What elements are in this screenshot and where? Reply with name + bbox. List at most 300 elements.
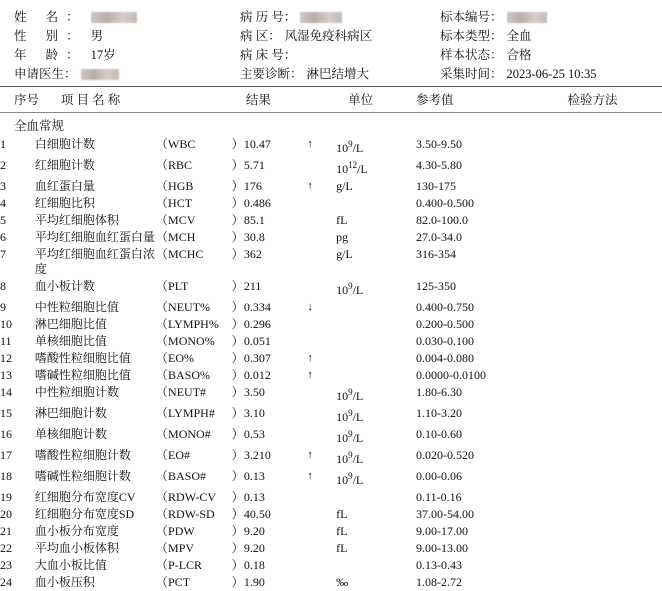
cell-item-name: 白细胞计数 [34,137,95,151]
cell-flag: ↑ [307,369,313,381]
cell-flag [307,506,336,523]
cell-paren-close: ） [231,300,244,314]
cell-paren-close: ） [231,541,244,555]
cell-result: 3.50 [243,385,265,399]
cell-paren-close: ） [231,368,244,382]
header-row-1 [14,8,648,27]
cell-paren-close: ） [231,490,244,504]
cell-flag [307,540,336,557]
sample-status-value: 合格 [506,48,532,62]
cell-unit: fL [336,507,348,521]
cell-method [559,506,662,523]
cell-abbr: BASO# [168,469,207,483]
cell-reference: 0.400-0.750 [416,300,475,314]
cell-paren-open: （ [155,230,168,244]
cell-reference: 9.00-17.00 [416,524,469,538]
col-header-unit: 单位 [348,93,374,107]
cell-item-name: 平均血小板体积 [34,541,119,555]
cell-unit: ‰ [336,575,349,589]
cell-flag [307,229,336,246]
cell-unit [336,489,416,506]
cell-method [559,468,662,489]
cell-paren-close: ） [231,575,244,589]
cell-flag [307,157,336,178]
cell-result: 0.18 [243,558,265,572]
cell-result: 176 [243,179,262,193]
requesting-doctor-label: 申请医生： [14,67,77,81]
cell-abbr: MCH [168,230,196,244]
cell-no: 18 [0,469,12,483]
results-table [0,87,662,112]
cell-item-name: 淋巴细胞比值 [34,317,107,331]
cell-abbr: MONO# [168,427,211,441]
cell-paren-open: （ [155,469,168,483]
cell-abbr: P-LCR [168,558,203,572]
cell-paren-close: ） [231,427,244,441]
cell-method [559,157,662,178]
cell-no: 12 [0,351,12,365]
cell-unit: $10^9/L$ [336,429,364,445]
cell-no: 11 [0,334,12,348]
cell-no: 24 [0,575,12,589]
cell-result: 40.50 [243,507,271,521]
cell-abbr: HCT [168,196,193,210]
col-header-ref: 参考值 [416,93,454,107]
cell-flag [307,384,336,405]
table-row [0,468,662,489]
cell-result: 0.53 [243,427,265,441]
cell-paren-open: （ [155,334,168,348]
cell-abbr: NEUT# [168,385,207,399]
cell-result: 30.8 [243,230,265,244]
table-header-row [0,87,662,112]
collection-time-value: 2023-06-25 10:35 [506,67,597,81]
cell-paren-close: ） [231,406,244,420]
cell-flag [307,212,336,229]
cell-paren-close: ） [231,247,244,261]
cell-paren-close: ） [231,137,244,151]
redacted-block [300,12,342,23]
cell-item-name: 单核细胞计数 [34,427,107,441]
table-row [0,523,662,540]
cell-method [559,523,662,540]
collection-time-field [440,65,648,84]
cell-paren-close: ） [231,279,244,293]
cell-no: 10 [0,317,12,331]
cell-paren-open: （ [155,541,168,555]
cell-result: 0.051 [243,334,271,348]
cell-paren-open: （ [155,351,168,365]
cell-abbr: RDW-SD [168,507,215,521]
cell-unit: g/L [336,247,353,261]
cell-method [559,195,662,212]
cell-reference: 1.80-6.30 [416,385,463,399]
cell-result: 5.71 [243,158,265,172]
cell-flag [307,523,336,540]
cell-result: 0.13 [243,469,265,483]
cell-method [559,426,662,447]
cell-flag [307,333,336,350]
cell-unit: g/L [336,179,353,193]
table-row [0,333,662,350]
cell-reference: 316-354 [416,247,457,261]
cell-reference: 0.004-0.080 [416,351,475,365]
cell-item-name: 单核细胞比值 [34,334,107,348]
cell-no: 21 [0,524,12,538]
col-header-result: 结果 [245,93,271,107]
cell-item-name: 红细胞分布宽度SD [34,507,135,521]
cell-paren-open: （ [155,558,168,572]
cell-paren-close: ） [231,230,244,244]
cell-abbr: MONO% [168,334,215,348]
ward-field [240,27,440,46]
cell-paren-open: （ [155,158,168,172]
cell-item-name: 平均红细胞血红蛋白量 [34,230,155,244]
cell-reference: 130-175 [416,179,457,193]
cell-no: 7 [0,247,6,261]
requesting-doctor-value [81,65,119,84]
diagnosis-label: 主要诊断： [240,67,303,81]
cell-method [559,574,662,591]
cell-flag [307,489,336,506]
cell-method [559,557,662,574]
cell-abbr: EO# [168,448,191,462]
cell-unit [336,333,416,350]
table-row [0,136,662,157]
cell-result: 3.10 [243,406,265,420]
cell-unit [336,299,416,316]
specimen-type-label: 标本类型： [440,29,503,43]
cell-abbr: PDW [168,524,195,538]
cell-reference: 4.30-5.80 [416,158,463,172]
cell-no: 20 [0,507,12,521]
cell-reference: 0.200-0.500 [416,317,475,331]
cell-method [559,278,662,299]
cell-item-name: 血小板分布宽度 [34,524,119,538]
cell-no: 6 [0,230,6,244]
cell-result: 9.20 [243,541,265,555]
cell-paren-close: ） [231,179,244,193]
cell-result: 1.90 [243,575,265,589]
cell-paren-close: ） [231,317,244,331]
table-row [0,212,662,229]
cell-paren-open: （ [155,279,168,293]
sample-status-field [440,46,648,65]
cell-reference: 0.10-0.60 [416,427,463,441]
cell-reference: 9.00-13.00 [416,541,469,555]
cell-flag: ↑ [307,470,313,482]
bed-no-field [240,46,440,65]
cell-reference: 27.0-34.0 [416,230,463,244]
cell-unit [336,350,416,367]
cell-paren-close: ） [231,196,244,210]
cell-reference: 125-350 [416,279,457,293]
table-row [0,299,662,316]
cell-unit: $10^9/L$ [336,281,364,297]
cell-item-name: 血小板压积 [34,575,95,589]
cell-unit: $10^9/L$ [336,450,364,466]
table-row [0,489,662,506]
cell-paren-close: ） [231,448,244,462]
cell-unit: fL [336,524,348,538]
sample-status-label: 样本状态： [440,48,503,62]
diagnosis-field [240,65,440,84]
medical-record-no-field [240,8,440,27]
cell-paren-open: （ [155,300,168,314]
cell-flag [307,316,336,333]
cell-no: 17 [0,448,12,462]
cell-unit: $10^{12}/L$ [336,160,368,176]
specimen-type-value: 全血 [506,29,532,43]
cell-no: 1 [0,137,6,151]
cell-method [559,367,662,384]
cell-result: 0.13 [243,490,265,504]
cell-item-name: 红细胞计数 [34,158,95,172]
cell-paren-open: （ [155,448,168,462]
cell-paren-open: （ [155,247,168,261]
cell-method [559,489,662,506]
cell-abbr: LYMPH% [168,317,219,331]
cell-flag [307,195,336,212]
cell-no: 14 [0,385,12,399]
cell-abbr: RDW-CV [168,490,217,504]
medical-record-no-label: 病 历 号： [240,10,297,24]
specimen-type-field [440,27,648,46]
cell-paren-open: （ [155,317,168,331]
cell-unit: fL [336,541,348,555]
cell-no: 16 [0,427,12,441]
cell-abbr: RBC [168,158,193,172]
cell-result: 0.012 [243,368,271,382]
cell-paren-close: ） [231,385,244,399]
cell-item-name: 淋巴细胞计数 [34,406,107,420]
cell-item-name: 中性粒细胞比值 [34,300,119,314]
cell-unit [336,367,416,384]
cell-paren-open: （ [155,385,168,399]
cell-abbr: EO% [168,351,195,365]
cell-paren-close: ） [231,213,244,227]
cell-flag [307,557,336,574]
cell-item-name: 大血小板比值 [34,558,107,572]
cell-reference: 3.50-9.50 [416,137,463,151]
cell-unit [336,316,416,333]
cell-flag [307,246,336,278]
cell-no: 9 [0,300,6,314]
ward-label: 病 区： [240,29,281,43]
cell-method [559,229,662,246]
cell-paren-close: ） [231,558,244,572]
cell-flag: ↑ [307,449,313,461]
cell-result: 10.47 [243,137,271,151]
cell-flag [307,574,336,591]
table-row [0,157,662,178]
cell-result: 362 [243,247,262,261]
cell-flag: ↑ [307,180,313,192]
cell-result: 211 [243,279,262,293]
cell-paren-open: （ [155,490,168,504]
results-table-body [0,136,662,591]
patient-name-label: 姓 名： [14,10,87,24]
redacted-block [507,12,547,23]
cell-paren-open: （ [155,213,168,227]
requesting-doctor-field [14,65,240,84]
cell-reference: 0.0000-0.0100 [416,368,487,382]
cell-no: 4 [0,196,6,210]
bed-no-label: 病 床 号： [240,48,297,62]
table-row [0,557,662,574]
specimen-no-value [507,8,547,27]
medical-record-no-value [300,8,342,27]
cell-item-name: 嗜碱性粒细胞计数 [34,469,131,483]
table-row [0,246,662,278]
specimen-no-label: 标本编号： [440,10,503,24]
table-row [0,316,662,333]
cell-method [559,540,662,557]
cell-abbr: MPV [168,541,195,555]
cell-reference: 0.400-0.500 [416,196,475,210]
cell-unit: pg [336,230,349,244]
table-row [0,350,662,367]
cell-flag: ↑ [307,352,313,364]
specimen-no-field [440,8,648,27]
cell-abbr: MCV [168,213,196,227]
table-row [0,405,662,426]
cell-abbr: PCT [168,575,191,589]
cell-item-name: 中性粒细胞计数 [34,385,119,399]
cell-paren-open: （ [155,427,168,441]
cell-reference: 1.08-2.72 [416,575,463,589]
cell-result: 0.296 [243,317,271,331]
patient-age-label: 年 龄： [14,48,87,62]
cell-paren-close: ） [231,469,244,483]
cell-method [559,178,662,195]
cell-item-name: 红细胞分布宽度CV [34,490,136,504]
cell-paren-open: （ [155,368,168,382]
cell-method [559,246,662,278]
cell-abbr: HGB [168,179,194,193]
cell-paren-close: ） [231,334,244,348]
col-header-method: 检验方法 [567,93,618,107]
patient-sex-label: 性 别： [14,29,87,43]
cell-paren-open: （ [155,507,168,521]
cell-no: 8 [0,279,6,293]
table-row [0,426,662,447]
cell-reference: 1.10-3.20 [416,406,463,420]
cell-paren-open: （ [155,179,168,193]
cell-method [559,299,662,316]
table-row [0,574,662,591]
cell-paren-close: ） [231,351,244,365]
cell-abbr: NEUT% [168,300,211,314]
cell-method [559,316,662,333]
cell-paren-open: （ [155,575,168,589]
table-row [0,229,662,246]
cell-no: 5 [0,213,6,227]
cell-result: 9.20 [243,524,265,538]
cell-flag [307,278,336,299]
table-row [0,384,662,405]
table-row [0,540,662,557]
table-row [0,195,662,212]
cell-item-name: 嗜酸性粒细胞比值 [34,351,131,365]
table-row [0,367,662,384]
cell-paren-open: （ [155,196,168,210]
cell-no: 23 [0,558,12,572]
redacted-block [81,69,119,80]
cell-reference: 37.00-54.00 [416,507,475,521]
cell-paren-close: ） [231,507,244,521]
cell-no: 2 [0,158,6,172]
redacted-block [91,12,137,23]
header-row-2 [14,27,648,46]
cell-no: 13 [0,368,12,382]
cell-unit [336,557,416,574]
cell-item-name: 平均红细胞体积 [34,213,119,227]
patient-sex-field [14,27,240,46]
cell-no: 3 [0,179,6,193]
cell-paren-close: ） [231,158,244,172]
cell-result: 85.1 [243,213,265,227]
cell-method [559,333,662,350]
cell-paren-open: （ [155,524,168,538]
cell-abbr: WBC [168,137,196,151]
collection-time-label: 采集时间： [440,67,503,81]
cell-item-name: 平均红细胞血红蛋白浓度 [34,247,155,276]
table-row [0,506,662,523]
col-header-name: 项 目 名 称 [60,93,121,107]
table-row [0,278,662,299]
cell-paren-open: （ [155,137,168,151]
cell-item-name: 嗜酸性粒细胞计数 [34,448,131,462]
cell-flag: ↑ [307,138,313,150]
patient-header [0,0,662,86]
cell-abbr: BASO% [168,368,211,382]
patient-sex-value: 男 [90,29,104,43]
cell-method [559,447,662,468]
cell-no: 19 [0,490,12,504]
cell-item-name: 红细胞比积 [34,196,95,210]
cell-method [559,350,662,367]
cell-method [559,136,662,157]
cell-abbr: PLT [168,279,189,293]
cell-unit: $10^9/L$ [336,408,364,424]
cell-abbr: MCHC [168,247,204,261]
diagnosis-value: 淋巴结增大 [306,67,370,81]
cell-result: 0.334 [243,300,271,314]
cell-item-name: 血红蛋白量 [34,179,95,193]
cell-method [559,405,662,426]
cell-result: 3.210 [243,448,271,462]
header-row-3 [14,46,648,65]
cell-reference: 0.020-0.520 [416,448,475,462]
table-row [0,447,662,468]
cell-unit: $10^9/L$ [336,139,364,155]
cell-item-name: 血小板计数 [34,279,95,293]
cell-flag [307,426,336,447]
cell-method [559,212,662,229]
cell-unit [336,195,416,212]
patient-name-field [14,8,240,27]
col-header-no: 序号 [14,93,40,107]
cell-reference: 0.030-0.100 [416,334,475,348]
cell-method [559,384,662,405]
cell-unit: fL [336,213,348,227]
table-row [0,178,662,195]
section-title-cbc: 全血常规 [14,119,65,133]
cell-abbr: LYMPH# [168,406,215,420]
cell-result: 0.307 [243,351,271,365]
cell-no: 22 [0,541,12,555]
